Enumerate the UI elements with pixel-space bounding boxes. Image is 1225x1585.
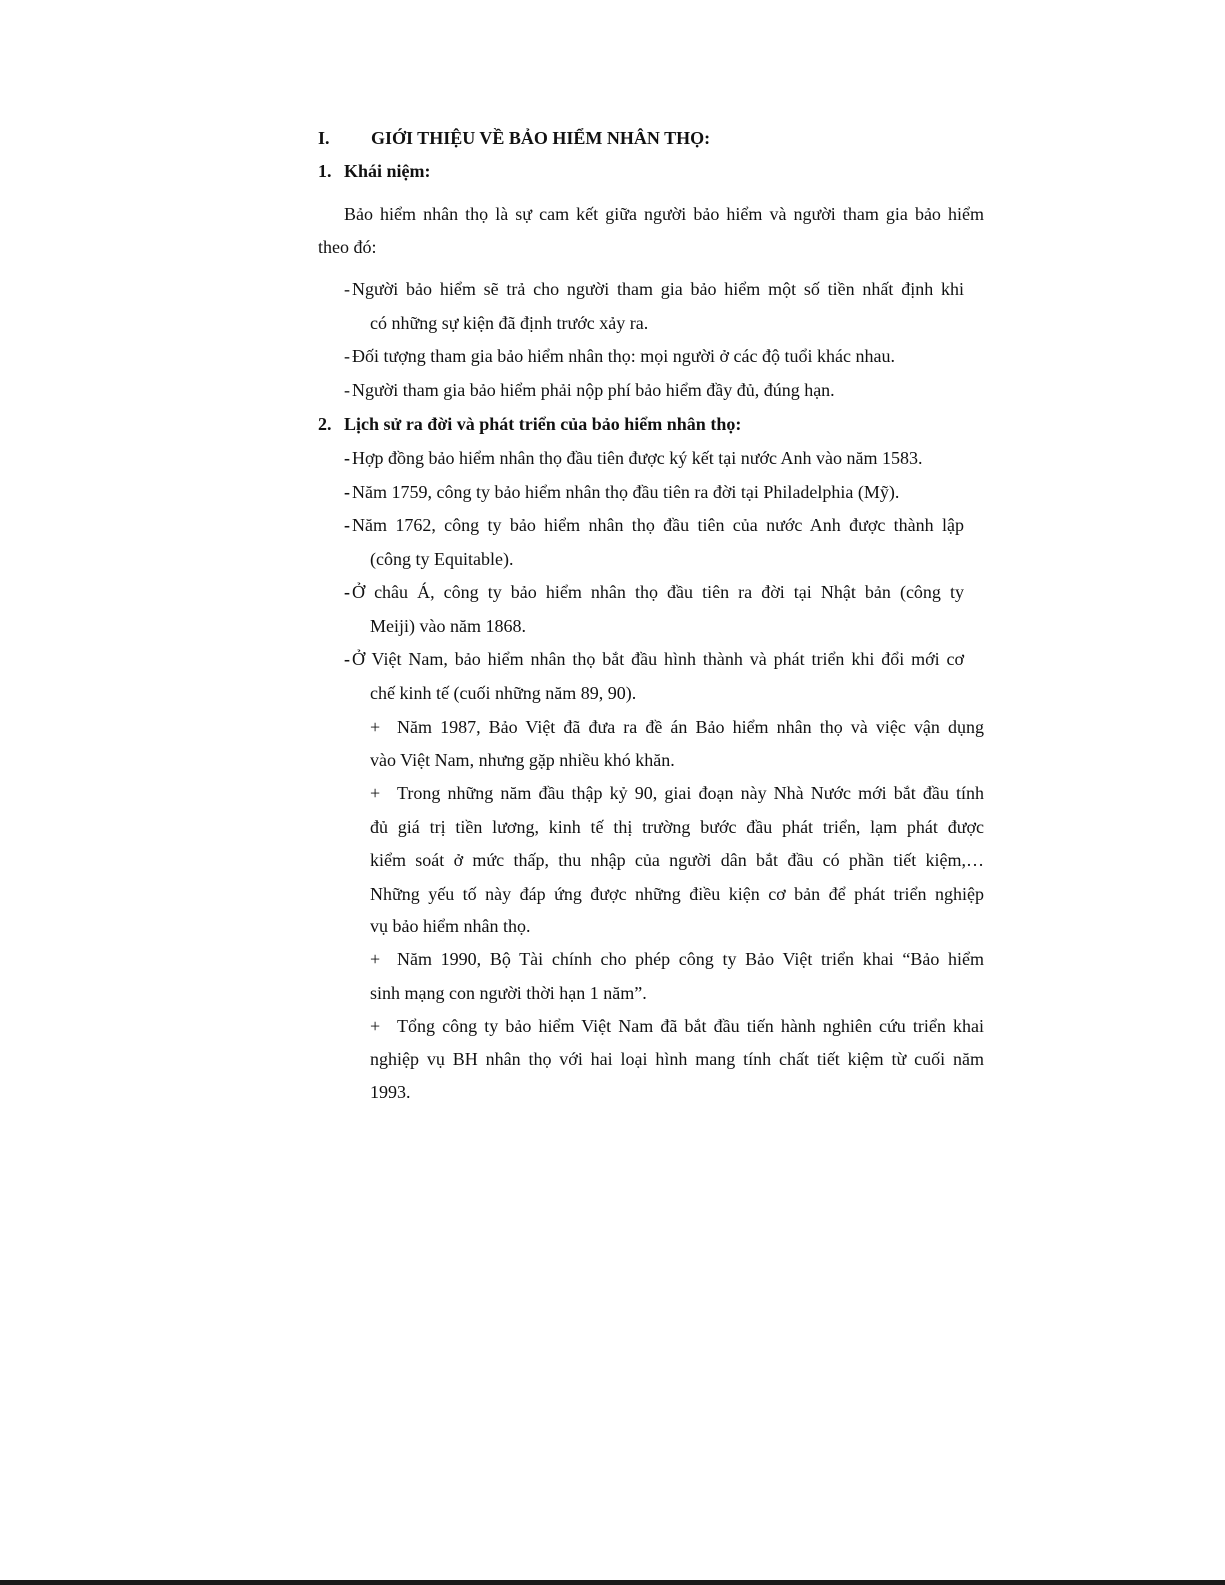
hist-item-2-line-1: Năm 1759, công ty bảo hiểm nhân thọ đầu tiên ra đời tại Philadelphia (Mỹ).	[352, 482, 900, 502]
subheading-2-title: Lịch sử ra đời và phát triển của bảo hiểm nhân thọ:	[344, 414, 742, 434]
def-item-1-line-2: có những sự kiện đã định trước xảy ra.	[370, 313, 649, 333]
hist-item-3-line-1: Năm 1762, công ty bảo hiểm nhân thọ đầu tiên của nước Anh được thành lập	[352, 515, 964, 535]
vn-item-4-line-2: nghiệp vụ BH nhân thọ với hai loại hình mang tính chất tiết kiệm từ cuối năm	[370, 1049, 984, 1069]
hist-item-1-line-1: Hợp đồng bảo hiểm nhân thọ đầu tiên được ký kết tại nước Anh vào năm 1583.	[352, 448, 923, 468]
vn-item-2-line-2: đủ giá trị tiền lương, kinh tế thị trường bước đầu phát triển, lạm phát được	[370, 817, 984, 837]
section-number: I.	[318, 128, 330, 148]
hist-item-2-marker: -	[344, 482, 350, 502]
vn-item-3-marker: +	[370, 949, 381, 969]
vn-item-3-line-1: Năm 1990, Bộ Tài chính cho phép công ty Bảo Việt triển khai “Bảo hiểm	[397, 949, 984, 969]
subheading-2-number: 2.	[318, 414, 332, 434]
vn-item-2-line-4: Những yếu tố này đáp ứng được những điều kiện cơ bản để phát triển nghiệp	[370, 884, 984, 904]
vn-item-4-marker: +	[370, 1016, 381, 1036]
vn-item-2-line-3: kiểm soát ở mức thấp, thu nhập của người dân bắt đầu có phần tiết kiệm,…	[370, 850, 984, 870]
vn-item-2-marker: +	[370, 783, 381, 803]
def-item-3-marker: -	[344, 380, 350, 400]
vn-item-4-line-3: 1993.	[370, 1082, 411, 1102]
definition-paragraph-line-1: Bảo hiểm nhân thọ là sự cam kết giữa người bảo hiểm và người tham gia bảo hiểm	[344, 204, 984, 224]
subheading-1-number: 1.	[318, 161, 332, 181]
hist-item-1-marker: -	[344, 448, 350, 468]
hist-item-4-marker: -	[344, 582, 350, 602]
hist-item-5-line-2: chế kinh tế (cuối những năm 89, 90).	[370, 683, 637, 703]
bottom-border	[0, 1580, 1225, 1585]
vn-item-1-line-1: Năm 1987, Bảo Việt đã đưa ra đề án Bảo hiểm nhân thọ và việc vận dụng	[397, 717, 984, 737]
def-item-1-line-1: Người bảo hiểm sẽ trả cho người tham gia bảo hiểm một số tiền nhất định khi	[352, 279, 964, 299]
vn-item-4-line-1: Tổng công ty bảo hiểm Việt Nam đã bắt đầu tiến hành nghiên cứu triển khai	[397, 1016, 984, 1036]
def-item-3-line-1: Người tham gia bảo hiểm phải nộp phí bảo hiểm đầy đủ, đúng hạn.	[352, 380, 835, 400]
vn-item-1-line-2: vào Việt Nam, nhưng gặp nhiều khó khăn.	[370, 750, 675, 770]
section-title: GIỚI THIỆU VỀ BẢO HIỂM NHÂN THỌ:	[371, 128, 711, 148]
hist-item-4-line-2: Meiji) vào năm 1868.	[370, 616, 526, 636]
hist-item-4-line-1: Ở châu Á, công ty bảo hiểm nhân thọ đầu tiên ra đời tại Nhật bản (công ty	[352, 582, 964, 602]
hist-item-3-marker: -	[344, 515, 350, 535]
vn-item-2-line-1: Trong những năm đầu thập kỷ 90, giai đoạn này Nhà Nước mới bắt đầu tính	[397, 783, 984, 803]
definition-paragraph-line-2: theo đó:	[318, 237, 377, 257]
vn-item-1-marker: +	[370, 717, 381, 737]
subheading-1-title: Khái niệm:	[344, 161, 431, 181]
def-item-1-marker: -	[344, 279, 350, 299]
hist-item-5-line-1: Ở Việt Nam, bảo hiểm nhân thọ bắt đầu hình thành và phát triển khi đổi mới cơ	[352, 649, 964, 669]
hist-item-5-marker: -	[344, 649, 350, 669]
def-item-2-marker: -	[344, 346, 350, 366]
vn-item-3-line-2: sinh mạng con người thời hạn 1 năm”.	[370, 983, 647, 1003]
vn-item-2-line-5: vụ bảo hiểm nhân thọ.	[370, 916, 531, 936]
hist-item-3-line-2: (công ty Equitable).	[370, 549, 514, 569]
def-item-2-line-1: Đối tượng tham gia bảo hiểm nhân thọ: mọi người ở các độ tuổi khác nhau.	[352, 346, 895, 366]
